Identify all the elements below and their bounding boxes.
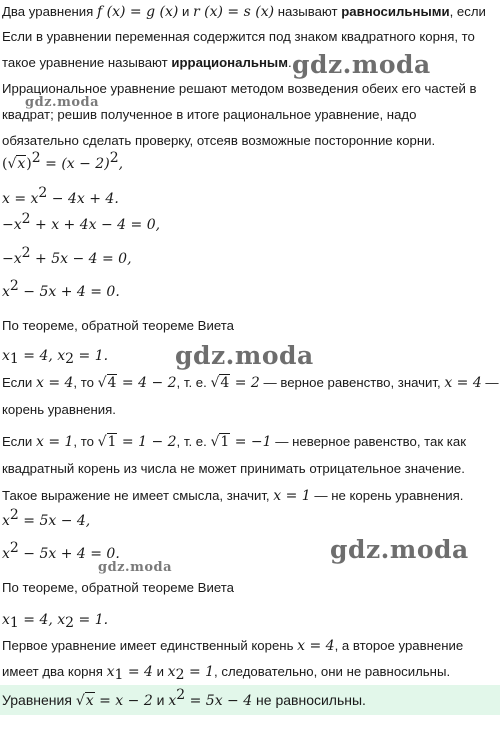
formula: = x − 2 — [94, 693, 153, 709]
text: и — [152, 692, 169, 708]
text: Два уравнения — [2, 4, 97, 19]
equation-squared — [2, 150, 500, 173]
formula: = 1 — [184, 664, 215, 680]
conclusion-line-1 — [2, 637, 500, 655]
text: — не корень уравнения. — [310, 488, 464, 503]
formula: x — [2, 284, 10, 300]
formula: x — [106, 664, 115, 680]
exponent: 2 — [21, 245, 31, 261]
watermark-logo: gdz.moda — [98, 560, 173, 575]
check-root-1-line3 — [2, 487, 500, 505]
text: , а второе уравнение — [334, 638, 464, 653]
text: , то — [73, 375, 98, 390]
check-root-4 — [2, 374, 500, 392]
formula: ( — [2, 156, 8, 172]
equation-step-1 — [2, 185, 500, 208]
formula: + 5x − 4 = 0, — [30, 251, 132, 267]
formula: = 1. — [74, 612, 109, 628]
term-bold: равносильными — [341, 4, 450, 19]
watermark-logo: gdz.moda — [25, 95, 100, 110]
check-root-1-line2: квадратный корень из числа не может принимать отрицательное значение. — [2, 461, 465, 476]
exponent: 2 — [9, 507, 19, 523]
sqrt-expression — [7, 155, 26, 173]
formula: ) — [26, 156, 32, 172]
equation-step-4 — [2, 278, 500, 301]
text: Если — [2, 434, 36, 449]
radical-sign: √ — [210, 434, 220, 450]
text: Если — [2, 375, 36, 390]
radical-sign: √ — [7, 156, 17, 172]
text: . — [287, 55, 292, 70]
formula: x — [2, 546, 10, 562]
exponent: 2 — [31, 150, 41, 166]
watermark-logo: gdz.moda — [330, 535, 469, 564]
subscript: 1 — [9, 351, 19, 367]
formula: , — [118, 156, 124, 172]
sqrt-expression — [210, 433, 230, 451]
formula: x — [167, 664, 176, 680]
formula: = 1. — [74, 348, 109, 364]
formula: = 4, x — [18, 348, 66, 364]
formula: = 5x − 4 — [185, 693, 253, 709]
exponent: 2 — [176, 687, 186, 703]
formula: x = 1 — [273, 488, 311, 504]
exponent: 2 — [21, 211, 31, 227]
formula: x — [2, 348, 10, 364]
formula: − 4x + 4. — [47, 191, 119, 207]
sqrt-expression — [98, 374, 118, 392]
definition-irrational-1: Если в уравнении переменная содержится под знаком квадратного корня, то — [2, 29, 475, 44]
text: , то — [73, 434, 98, 449]
exponent: 2 — [9, 278, 19, 294]
term-bold: иррациональным — [171, 55, 288, 70]
text: имеет два корня — [2, 664, 107, 679]
text: Первое уравнение имеет единственный корень — [2, 638, 298, 653]
formula: = 4, x — [18, 612, 66, 628]
check-root-4-line2: корень уравнения. — [2, 402, 116, 417]
formula: x — [2, 513, 10, 529]
formula: x = x — [2, 191, 39, 207]
text: — неверное равенство, так как — [271, 434, 466, 449]
method-line-3: обязательно сделать проверку, отсеяв возможные посторонние корни. — [2, 133, 436, 148]
subscript: 2 — [65, 615, 75, 631]
formula: = −1 — [230, 434, 272, 450]
formula: x — [168, 693, 177, 709]
formula: x — [17, 156, 26, 172]
formula: − 5x + 4 = 0. — [18, 546, 120, 562]
formula: x = 4 — [297, 638, 335, 654]
formula: + x + 4x − 4 = 0, — [30, 217, 161, 233]
formula: f (x) = g (x) — [96, 4, 179, 20]
formula: = 1 − 2 — [117, 434, 177, 450]
exponent: 2 — [109, 150, 119, 166]
subscript: 2 — [175, 667, 185, 683]
text: , если — [449, 4, 486, 19]
formula: = 2 — [230, 375, 260, 391]
method-line-1: Иррациональное уравнение решают методом возведения обеих его частей в — [2, 81, 477, 96]
text: Такое выражение не имеет смысла, значит, — [2, 488, 274, 503]
formula: x — [85, 693, 94, 709]
subscript: 1 — [114, 667, 124, 683]
formula: x = 1 — [35, 434, 74, 450]
text: и — [178, 4, 194, 19]
watermark-logo: gdz.moda — [175, 341, 314, 370]
text: такое уравнение называют — [2, 55, 172, 70]
radical-sign: √ — [97, 434, 107, 450]
exponent: 2 — [9, 540, 19, 556]
formula: x — [2, 612, 10, 628]
text: и — [152, 664, 168, 679]
vieta-text: По теореме, обратной теореме Виета — [2, 318, 234, 333]
equation-second — [2, 507, 500, 530]
formula: = (x − 2) — [40, 156, 110, 172]
text: , следовательно, они не равносильны. — [214, 664, 451, 679]
formula: x = 4 — [35, 375, 74, 391]
formula: 4 — [220, 375, 230, 391]
sqrt-expression — [98, 433, 118, 451]
text: Уравнения — [2, 692, 76, 708]
text: называют — [274, 4, 342, 19]
text: — верное равенство, значит, — [259, 375, 445, 390]
vieta-text-2: По теореме, обратной теореме Виета — [2, 580, 234, 595]
formula: −x — [2, 217, 22, 233]
roots-line-2 — [2, 611, 500, 629]
radical-sign: √ — [75, 693, 85, 709]
exponent: 2 — [38, 185, 48, 201]
formula: 4 — [107, 375, 117, 391]
method-line-2: квадрат; решив полученное в итоге рациональное уравнение, надо — [2, 107, 417, 122]
formula: = 4 − 2 — [117, 375, 177, 391]
sqrt-expression — [210, 374, 230, 392]
formula: 1 — [220, 434, 230, 450]
text: — — [481, 375, 499, 390]
formula: = 5x − 4, — [18, 513, 91, 529]
formula: = 4 — [123, 664, 153, 680]
subscript: 1 — [9, 615, 19, 631]
radical-sign: √ — [210, 375, 220, 391]
text: не равносильны. — [252, 692, 366, 708]
equation-step-3 — [2, 245, 500, 268]
formula: r (x) = s (x) — [193, 4, 275, 20]
sqrt-expression — [76, 691, 95, 710]
formula: − 5x + 4 = 0. — [18, 284, 120, 300]
formula: 1 — [107, 434, 117, 450]
formula: x = 4 — [444, 375, 482, 391]
formula: −x — [2, 251, 22, 267]
subscript: 2 — [65, 351, 75, 367]
answer-line — [2, 687, 500, 710]
conclusion-line-2 — [2, 663, 500, 681]
text: , т. е. — [176, 434, 211, 449]
check-root-1 — [2, 433, 500, 451]
definition-equivalent — [2, 3, 500, 21]
equation-step-2 — [2, 211, 500, 234]
watermark-logo: gdz.moda — [292, 50, 431, 79]
radical-sign: √ — [97, 375, 107, 391]
text: , т. е. — [176, 375, 211, 390]
